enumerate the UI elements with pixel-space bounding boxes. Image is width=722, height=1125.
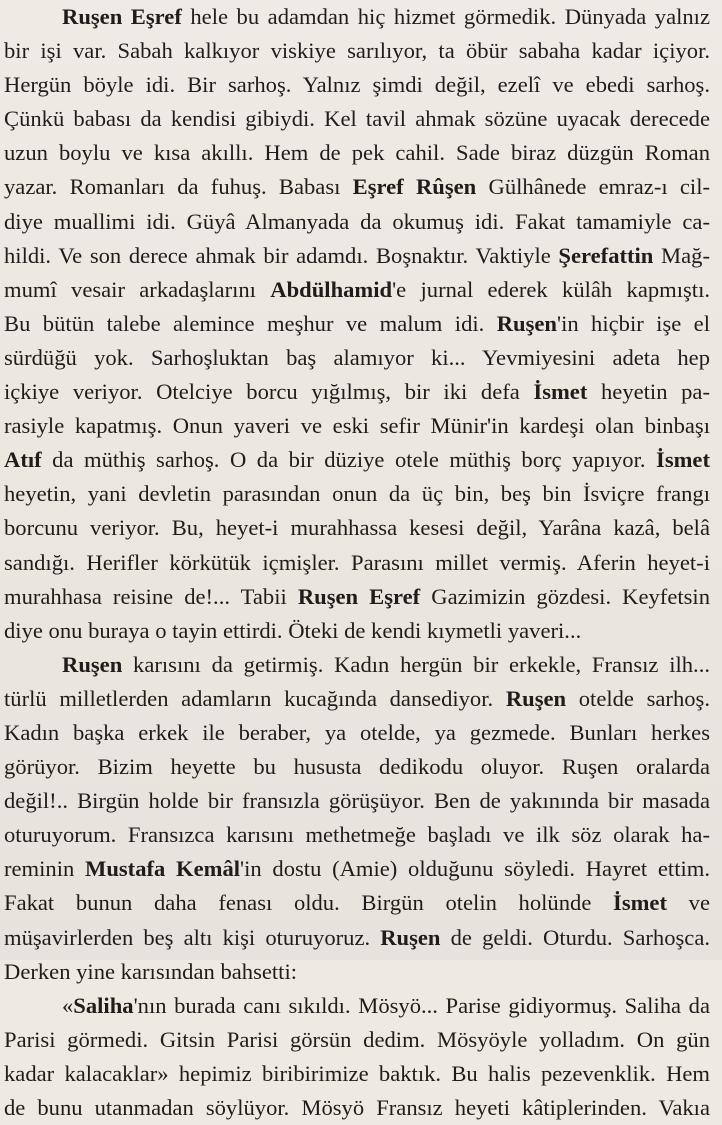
text-line	[4, 443, 710, 477]
text-line	[4, 307, 710, 341]
bold-name: Ruşen Eşref	[62, 4, 182, 29]
text-run: reminin	[4, 856, 85, 882]
text-run: Gülhânede emraz-ı cil-	[476, 174, 710, 200]
text-run: Fakat bunun daha fenası oldu. Birgün otelin holünde	[4, 890, 614, 916]
text-line	[4, 477, 710, 511]
text-run: hildi. Ve son derece ahmak bir adamdı. Boşnaktır. Vaktiyle	[4, 242, 559, 268]
text-line	[4, 205, 710, 239]
bold-name: Atıf	[4, 447, 42, 473]
text-run: yazar. Romanları da fuhuş. Babası	[4, 174, 353, 200]
text-run: bir işi var. Sabah kalkıyor viskiye sarılıyor, ta öbür sabaha kadar içiyor.	[4, 38, 710, 64]
text-run: içkiye veriyor. Otelciye borcu yığılmış, bir iki defa	[4, 379, 534, 405]
text-run: 'in dostu (Amie) olduğunu söyledi. Hayret ettim.	[240, 856, 710, 882]
text-line	[4, 648, 710, 682]
text-run: rasiyle kapatmış. Onun yaveri ve eski sefir Münir'in kardeşi olan binbaşı	[4, 413, 710, 439]
bold-name: Şerefattin	[558, 242, 654, 268]
text-run: murahhasa reisine de!... Tabii	[4, 583, 298, 609]
text-line	[4, 1091, 710, 1125]
text-line	[4, 375, 710, 409]
text-line	[4, 1023, 710, 1057]
text-run: borcunu veriyor. Bu, heyet-i murahhassa kesesi değil, Yarâna kazâ, belâ	[4, 515, 710, 541]
text-run: Hergün böyle idi. Bir sarhoş. Yalnız şimdi değil, ezelî ve ebedi sarhoş.	[4, 72, 710, 98]
bold-name: Ruşen	[496, 310, 557, 336]
text-run: Bu bütün talebe alemince meşhur ve malum idi.	[4, 310, 497, 336]
text-line	[4, 1057, 710, 1091]
text-run: heyetin, yani devletin parasından onun da üç bin, beş bin İsviçre frangı	[4, 481, 710, 507]
bold-name: Ruşen	[62, 651, 123, 677]
text-run: oturuyorum. Fransızca karısını methetmeğe başladı ve ilk söz olarak ha-	[4, 822, 710, 848]
text-run: 'in hiçbir işe el	[557, 310, 710, 336]
text-line	[4, 511, 710, 545]
text-line	[4, 0, 710, 34]
text-line	[4, 989, 710, 1023]
text-line	[4, 818, 710, 852]
bold-name: Mustafa Kemâl	[85, 856, 241, 882]
text-line	[4, 341, 710, 375]
bold-name: Saliha	[73, 992, 134, 1018]
text-run: Gazimizin gözdesi. Keyfetsin	[420, 583, 710, 609]
text-run: da müthiş sarhoş. O da bir düziye otele müthiş borç yapıyor.	[41, 447, 657, 473]
text-run: de geldi. Oturdu. Sarhoşca.	[440, 924, 710, 950]
text-line	[4, 682, 710, 716]
bold-name: Ruşen	[380, 924, 441, 950]
text-run: Parisi görmedi. Gitsin Parisi görsün dedim. Mösyöyle yolladım. On gün	[4, 1026, 710, 1052]
text-line	[4, 580, 710, 614]
bold-name: İsmet	[656, 447, 710, 473]
text-line	[4, 102, 710, 136]
text-run: de bunu utanmadan söylüyor. Mösyö Fransız heyeti kâtiplerinden. Vakıa	[4, 1095, 710, 1120]
text-run: Kadın başka erkek ile beraber, ya otelde, ya gezmede. Bunları herkes	[4, 719, 710, 745]
text-line	[4, 170, 710, 204]
text-line	[4, 409, 710, 443]
text-line	[4, 921, 710, 955]
text-run: karısını da getirmiş. Kadın hergün bir erkekle, Fransız ilh...	[122, 651, 710, 677]
text-run: Mağ-	[653, 242, 710, 268]
text-run: sandığı. Herifler körkütük içmişler. Parasını millet vermiş. Aferin heyet-i	[4, 549, 710, 575]
text-run: diye muallimi idi. Güyâ Almanyada da okumuş idi. Fakat tamamiyle ca-	[4, 208, 710, 234]
text-run: Çünkü babası da kendisi gibiydi. Kel tavil ahmak sözüne uyacak derecede	[4, 106, 710, 132]
text-line	[4, 716, 710, 750]
text-line	[4, 136, 710, 170]
text-run: «	[62, 992, 74, 1018]
bold-name: İsmet	[533, 379, 588, 405]
text-line	[4, 239, 710, 273]
text-run: görüyor. Bizim heyette bu hususta dedikodu oluyor. Ruşen oralarda	[4, 754, 710, 780]
text-run: uzun boylu ve kısa akıllı. Hem de pek cahil. Sade biraz düzgün Roman	[4, 140, 710, 166]
bold-name: Eşref Rûşen	[352, 174, 477, 200]
text-run: Derken yine karısından bahsetti:	[4, 958, 298, 984]
text-line	[4, 273, 710, 307]
text-run: sürdüğü yok. Sarhoşluktan baş alamıyor ki... Yevmiyesini adeta hep	[4, 344, 710, 370]
bold-name: Ruşen	[505, 685, 567, 711]
text-run: heyetin pa-	[587, 379, 710, 405]
text-line	[4, 34, 710, 68]
text-run: değil!.. Birgün holde bir fransızla görüşüyor. Ben de yakınında bir masada	[4, 788, 710, 814]
bold-name: Ruşen Eşref	[297, 583, 421, 609]
text-line	[4, 852, 710, 886]
text-line	[4, 750, 710, 784]
text-run: türlü milletlerden adamların kucağında dansediyor.	[4, 685, 506, 711]
bold-name: Abdülhamid	[270, 276, 393, 302]
text-run: kadar kalacaklar» hepimiz biribirimize baktık. Bu halis pezevenklik. Hem	[4, 1060, 710, 1086]
page-text	[4, 0, 710, 1125]
text-run: otelde sarhoş.	[566, 685, 710, 711]
text-run: müşavirlerden beş altı kişi oturuyoruz.	[4, 924, 381, 950]
text-run: 'e jurnal ederek külâh kapmıştı.	[392, 276, 710, 302]
text-run: ve	[667, 890, 710, 916]
text-run: diye onu buraya o tayin ettirdi. Öteki de kendi kıymetli yaveri...	[4, 617, 582, 643]
text-line	[4, 614, 710, 648]
text-run: hele bu adamdan hiç hizmet görmedik. Dünyada yalnız	[181, 4, 710, 29]
text-line	[4, 784, 710, 818]
text-line	[4, 68, 710, 102]
text-run: 'nın burada canı sıkıldı. Mösyö... Parise gidiyormuş. Saliha da	[133, 992, 710, 1018]
text-line	[4, 886, 710, 920]
text-line	[4, 546, 710, 580]
bold-name: İsmet	[613, 890, 667, 916]
text-run: mumî vesair arkadaşlarını	[4, 276, 271, 302]
